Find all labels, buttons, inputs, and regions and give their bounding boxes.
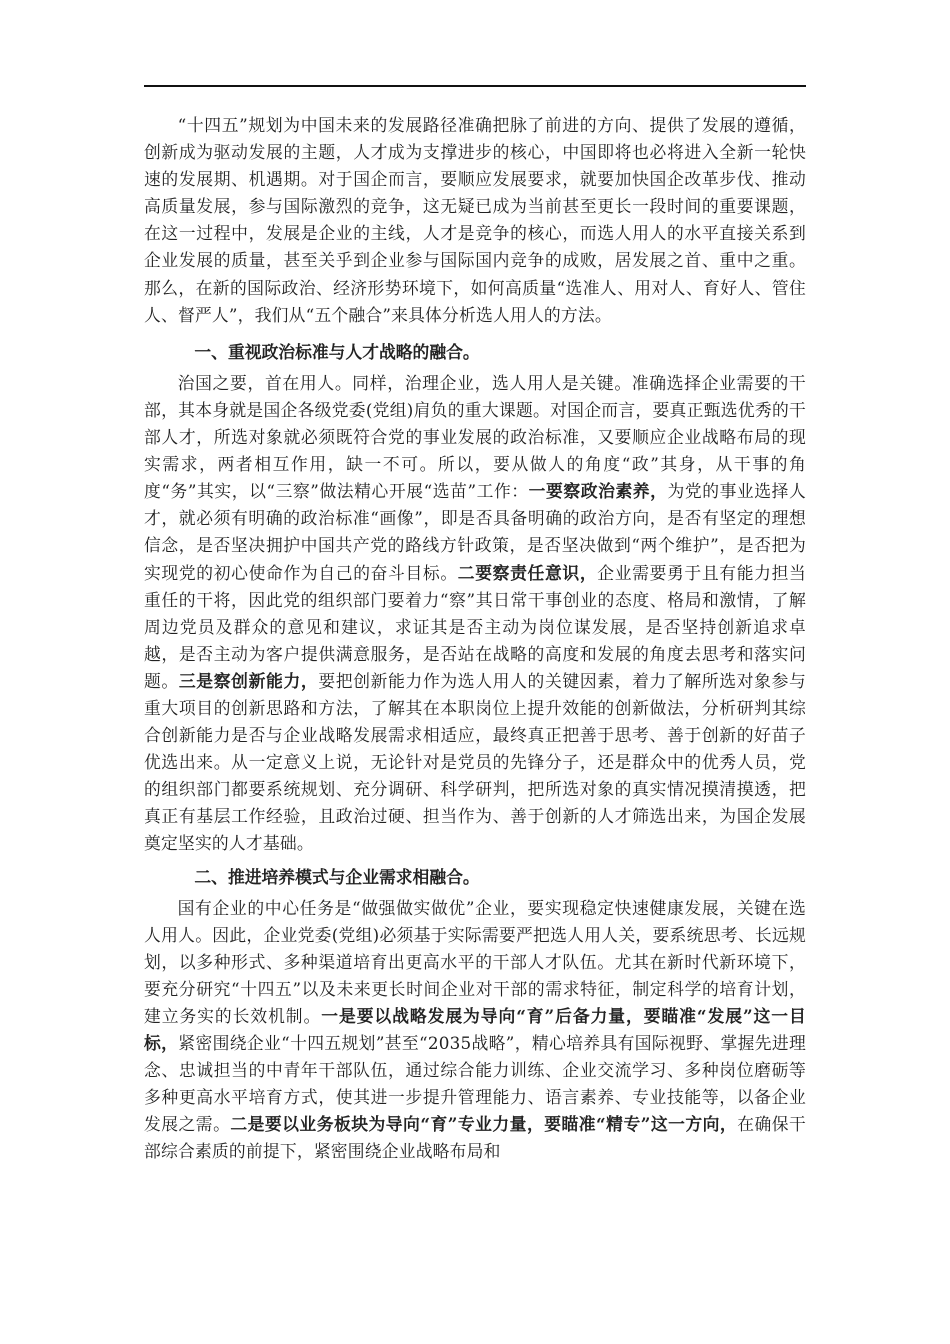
section-1-point-1: 一要察政治素养， — [528, 481, 668, 502]
section-1-text-1: 治国之要，首在用人。同样，治理企业，选人用人是关键。准确选择企业需要的干部，其本身就是国企各级党委(党组)肩负的重大课题。对国企而言，要真正甄选优秀的干部人才，所选对象就必须既符合党的事业发展的政治标准，又要顺应企业战略布局的现实需求，两者相互作用，缺一不可。所以，要从做人的角度“政”其身，从干事的角度“务”其实，以“三察”做法精心开展“选苗”工作： — [144, 372, 806, 502]
section-1-point-2: 二要察责任意识， — [457, 562, 598, 583]
section-2-text-2: 紧密围绕企业“十四五规划”甚至“2035战略”，精心培养具有国际视野、掌握先进理念、忠诚担当的中青年干部队伍，通过综合能力训练、企业交流学习、多种岗位磨砺等多种更高水平培育方式，使其进一步提升管理能力、语言素养、专业技能等，以备企业发展之需。 — [144, 1033, 806, 1135]
section-2-paragraph — [144, 895, 806, 1166]
section-2-heading: 二、推进培养模式与企业需求相融合。 — [194, 866, 480, 887]
section-1-text-4: 要把创新能力作为选人用人的关键因素，着力了解所选对象参与重大项目的创新思路和方法，了解其在本职岗位上提升效能的创新做法，分析研判其综合创新能力是否与企业战略发展需求相适应，最终真正把善于思考、善于创新的好苗子优选出来。从一定意义上说，无论针对是党员的先锋分子，还是群众中的优秀人员，党的组织部门都要系统规划、充分调研、科学研判，把所选对象的真实情况摸清摸透，把真正有基层工作经验，且政治过硬、担当作为、善于创新的人才筛选出来，为国企发展奠定坚实的人才基础。 — [144, 670, 806, 854]
section-1-heading: 一、重视政治标准与人才战略的融合。 — [194, 341, 480, 362]
section-1-text-3: 企业需要勇于且有能力担当重任的干将，因此党的组织部门要着力“察”其日常干事创业的态度、格局和激情，了解周边党员及群众的意见和建议，求证其是否主动为岗位谋发展，是否坚持创新追求卓越，是否主动为客户提供满意服务，是否站在战略的高度和发展的角度去思考和落实问题。 — [144, 562, 807, 691]
section-2-point-1: 一是要以战略发展为导向“育”后备力量，要瞄准“发展”这一目标， — [144, 1006, 806, 1054]
document-body — [144, 112, 806, 1166]
header-rule — [144, 85, 806, 87]
section-2-point-2: 二是要以业务板块为导向“育”专业力量，要瞄准“精专”这一方向， — [230, 1114, 738, 1135]
section-2-text-1: 国有企业的中心任务是“做强做实做优”企业，要实现稳定快速健康发展，关键在选人用人。因此，企业党委(党组)必须基于实际需要严把选人用人关，要系统思考、长远规划，以多种形式、多种渠道培育出更高水平的干部人才队伍。尤其在新时代新环境下，要充分研究“十四五”以及未来更长时间企业对干部的需求特征，制定科学的培育计划，建立务实的长效机制。 — [144, 897, 806, 1026]
section-2-text-3: 在确保干部综合素质的前提下，紧密围绕企业战略布局和 — [144, 1114, 806, 1162]
section-1-text-2: 为党的事业选择人才，就必须有明确的政治标准“画像”，即是否具备明确的政治方向，是否有坚定的理想信念，是否坚决拥护中国共产党的路线方针政策，是否坚决做到“两个维护”，是否把为实现党的初心使命作为自己的奋斗目标。 — [144, 481, 806, 583]
intro-paragraph: “十四五”规划为中国未来的发展路径准确把脉了前进的方向、提供了发展的遵循，创新成为驱动发展的主题，人才成为支撑进步的核心，中国即将也必将进入全新一轮快速的发展期、机遇期。对于国企而言，要顺应发展要求，就要加快国企改革步伐、推动高质量发展，参与国际激烈的竞争，这无疑已成为当前甚至更长一段时间的重要课题，在这一过程中，发展是企业的主线，人才是竞争的核心，而选人用人的水平直接关系到企业发展的质量，甚至关乎到企业参与国际国内竞争的成败，居发展之首、重中之重。那么，在新的国际政治、经济形势环境下，如何高质量“选准人、用对人、育好人、管住人、督严人”，我们从“五个融合”来具体分析选人用人的方法。 — [144, 115, 806, 325]
section-1-paragraph — [144, 370, 806, 858]
section-1-point-3: 三是察创新能力， — [178, 670, 319, 691]
